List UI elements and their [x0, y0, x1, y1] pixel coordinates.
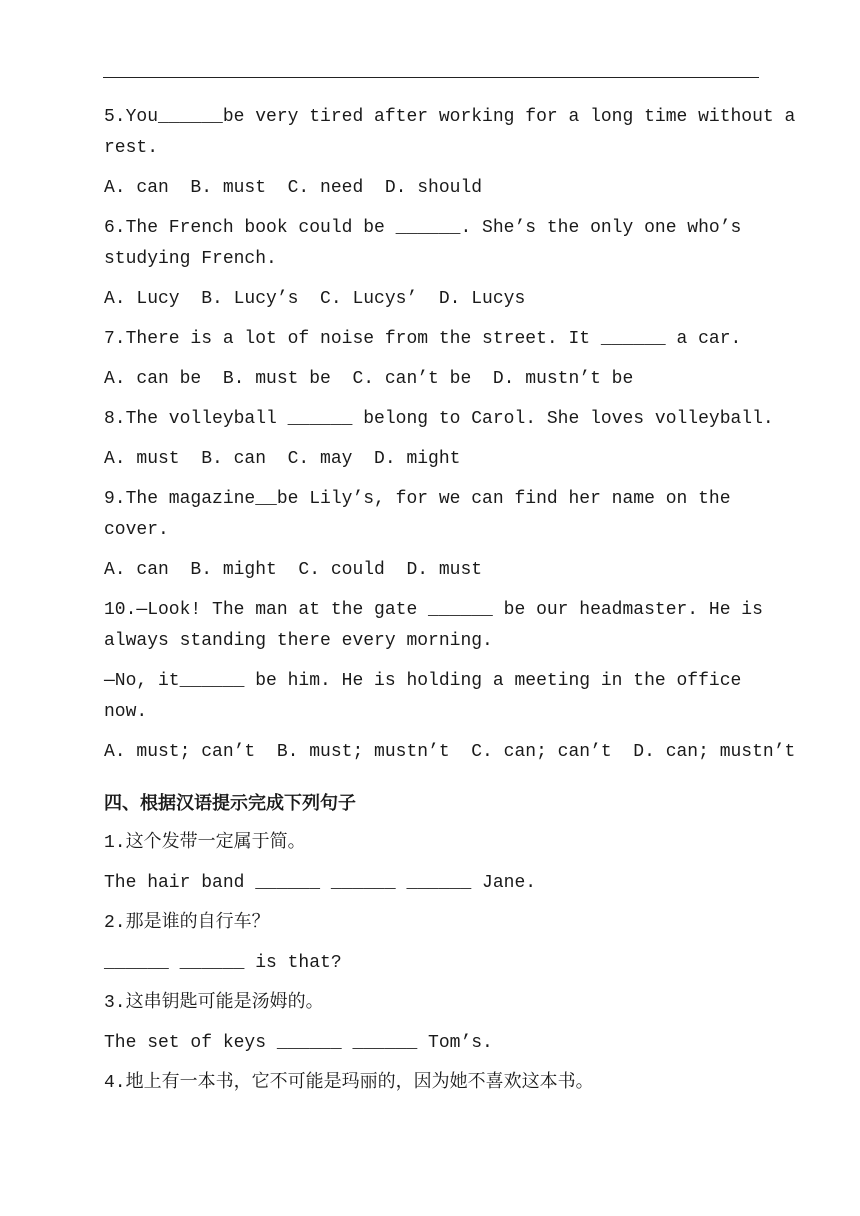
chinese-prompt: 3.这串钥匙可能是汤姆的。 [104, 993, 324, 1013]
question-stem-line: 8.The volleyball ______ belong to Carol. She loves volleyball. [104, 409, 774, 429]
section-4 [104, 788, 756, 1099]
question-stem-line: 9.The magazine__be Lily’s, for we can find her name on the [104, 489, 731, 509]
question-stem-line: always standing there every morning. [104, 631, 493, 651]
question-stem-line: 5.You______be very tired after working for a long time without a [104, 107, 796, 127]
question-stem-line: 7.There is a lot of noise from the street. It ______ a car. [104, 329, 742, 349]
english-sentence: The set of keys ______ ______ Tom’s. [104, 1033, 493, 1053]
question-stem-line: cover. [104, 520, 169, 540]
question-6 [104, 213, 756, 324]
header-rule [103, 77, 759, 78]
answer-options: A. can be B. must be C. can’t be D. mustn’t be [104, 369, 634, 389]
question-stem-line: rest. [104, 138, 159, 158]
question-10 [104, 595, 796, 768]
english-sentence: The hair band ______ ______ ______ Jane. [104, 873, 537, 893]
english-sentence: ______ ______ is that? [104, 953, 342, 973]
chinese-prompt: 4.地上有一本书，它不可能是玛丽的，因为她不喜欢这本书。 [104, 1073, 594, 1093]
answer-options: A. can B. might C. could D. must [104, 560, 483, 580]
dialogue-reply-line: now. [104, 702, 148, 722]
answer-options: A. must; can’t B. must; mustn’t C. can; can’t D. can; mustn’t [104, 742, 796, 762]
question-stem-line: 6.The French book could be ______. She’s the only one who’s [104, 218, 742, 238]
section-heading: 四、根据汉语提示完成下列句子 [104, 793, 356, 814]
dialogue-reply-line: —No, it______ be him. He is holding a meeting in the office [104, 671, 742, 691]
answer-options: A. must B. can C. may D. might [104, 449, 461, 469]
question-7 [104, 324, 756, 404]
chinese-prompt: 1.这个发带一定属于简。 [104, 833, 306, 853]
question-8 [104, 404, 774, 484]
question-9 [104, 484, 756, 595]
answer-options: A. can B. must C. need D. should [104, 178, 483, 198]
question-5 [104, 102, 796, 213]
worksheet-content [104, 102, 796, 1099]
question-stem-line: 10.—Look! The man at the gate ______ be our headmaster. He is [104, 600, 763, 620]
question-stem-line: studying French. [104, 249, 277, 269]
answer-options: A. Lucy B. Lucy’s C. Lucys’ D. Lucys [104, 289, 526, 309]
chinese-prompt: 2.那是谁的自行车？ [104, 913, 270, 933]
